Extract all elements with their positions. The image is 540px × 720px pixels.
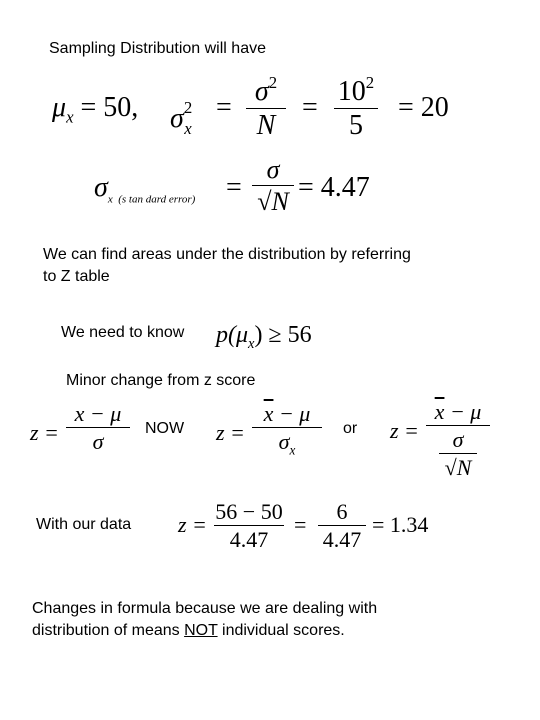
variance-symbol: $\sigma^2_x$ bbox=[170, 98, 193, 138]
z-compound-fraction: $\overline{x} - \mu$ $\frac{\sigma}{√N}$ bbox=[426, 400, 490, 481]
changes-line-1: Changes in formula because we are dealing with bbox=[32, 600, 378, 617]
data-fraction-1: 56 − 50 4.47 bbox=[215, 499, 283, 553]
need-to-know-label: We need to know bbox=[61, 324, 185, 341]
find-areas-line-1: We can find areas under the distribution by referring bbox=[43, 246, 411, 263]
std-error-symbol: $\sigma_{x (s tan dard error)}$ bbox=[94, 172, 196, 206]
data-fraction-2: 6 4.47 bbox=[318, 500, 366, 551]
changes-line-2: distribution of means NOT individual scores. bbox=[32, 622, 345, 639]
find-areas-line-2: to Z table bbox=[43, 268, 110, 285]
now-label: NOW bbox=[145, 420, 185, 437]
z-score-fraction: x − μ σ bbox=[66, 402, 130, 453]
heading: Sampling Distribution will have bbox=[49, 40, 266, 57]
fraction-sigma2-over-n: $\sigma^2$ N bbox=[246, 74, 286, 141]
result-20: = 20 bbox=[398, 92, 449, 123]
probability-expression: $p(\mu_x) \ge 56$ bbox=[216, 322, 312, 352]
equals-sign-1: = bbox=[216, 92, 232, 123]
equals-sign-3: = bbox=[226, 172, 242, 203]
fraction-sigma-over-sqrtn: σ √N bbox=[252, 156, 294, 216]
z-equals-3: z = bbox=[390, 418, 419, 443]
z-equals-2: z = bbox=[216, 420, 245, 445]
z-mean-fraction: $\overline{x} - \mu$ $\sigma_x$ bbox=[252, 402, 322, 457]
fraction-10sq-over-5: $10^2$ 5 bbox=[334, 74, 378, 141]
z-equals-4: z = bbox=[178, 512, 207, 537]
result-447: = 4.47 bbox=[298, 172, 370, 203]
minor-change-label: Minor change from z score bbox=[66, 372, 256, 389]
z-equals-1: z = bbox=[30, 420, 59, 445]
mean-formula: $\mu_x = 50$, bbox=[52, 92, 139, 127]
result-134: = 1.34 bbox=[372, 512, 429, 537]
equals-sign-4: = bbox=[294, 512, 307, 537]
with-data-label: With our data bbox=[36, 516, 132, 533]
or-label: or bbox=[343, 420, 358, 437]
equals-sign-2: = bbox=[302, 92, 318, 123]
